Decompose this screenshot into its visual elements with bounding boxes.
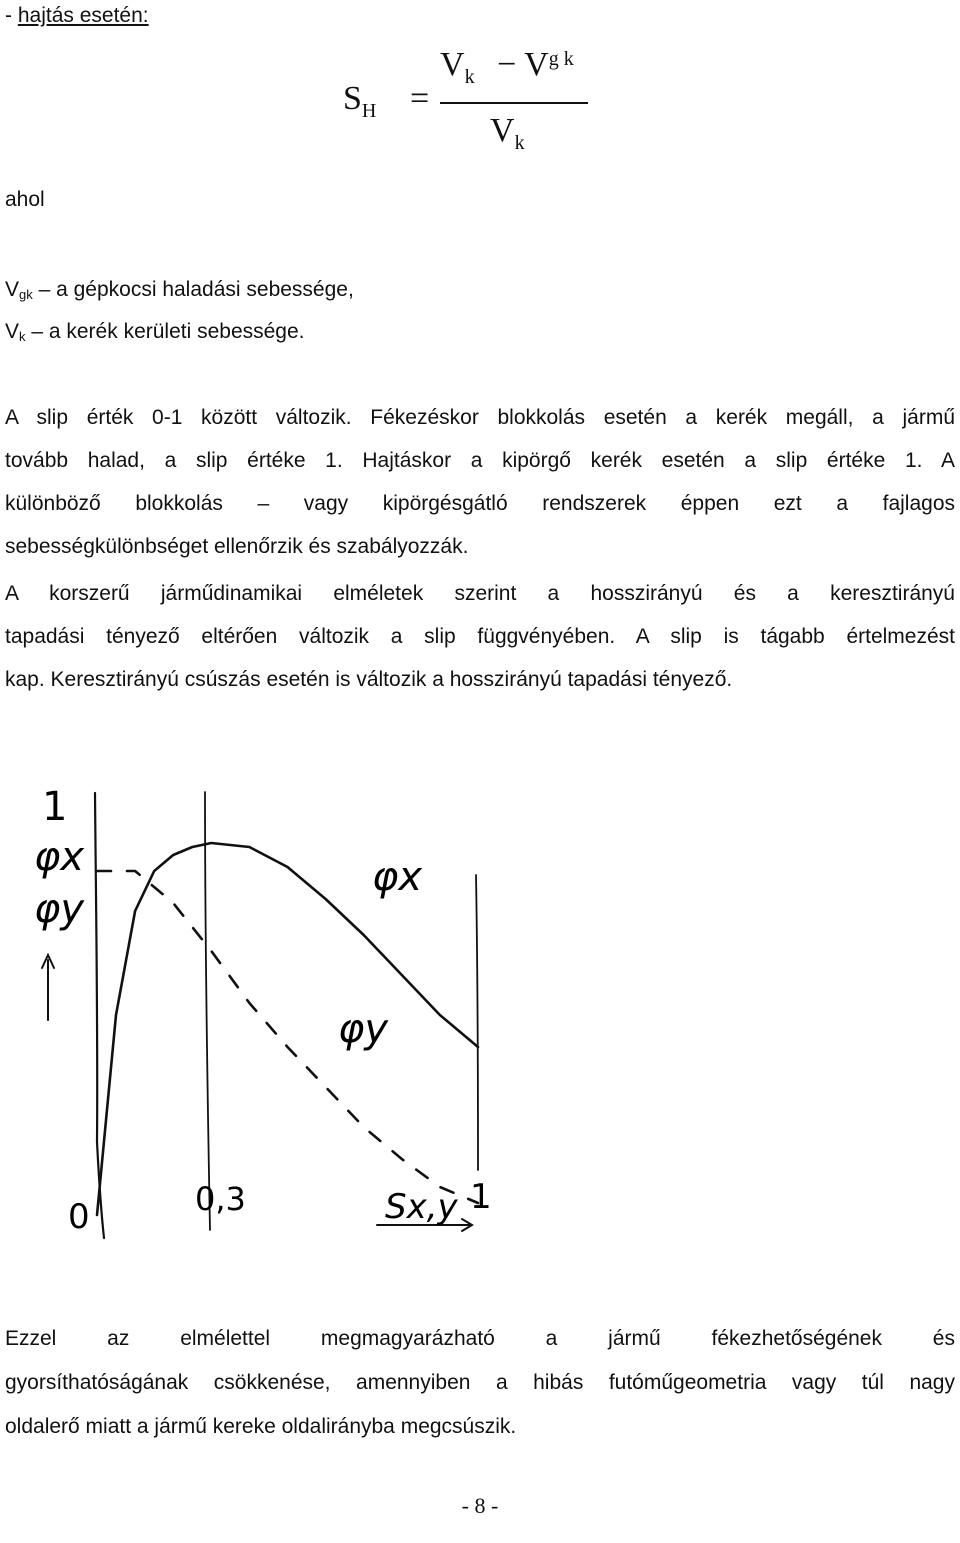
formula-lhs: [343, 80, 376, 123]
paragraph-theory: [5, 580, 955, 694]
definition-text: – a kerék kerületi sebessége.: [25, 320, 305, 343]
y-label-phi-x: φx: [34, 834, 85, 880]
paragraph-line: különböző blokkolás – vagy kipörgésgátló rendszerek éppen ezt a fajlagos: [5, 492, 955, 515]
x-axis-label: Sx,y: [385, 1187, 458, 1227]
definition-vk: [5, 318, 305, 351]
definition-symbol: V: [5, 320, 20, 343]
paragraph-line: gyorsíthatóságának csökkenése, amennyiben a hibás futóműgeometria vagy túl nagy: [5, 1371, 955, 1394]
y-top-label: 1: [42, 784, 68, 830]
fraction-bar: [440, 102, 588, 104]
paragraph-line: kap. Keresztirányú csúszás esetén is változik a hosszirányú tapadási tényező.: [5, 668, 733, 691]
x-origin-label: 0: [68, 1197, 90, 1237]
series-line-phi-y: [97, 871, 478, 1203]
y-axis-line: [95, 793, 104, 1238]
formula-den-sub: k: [514, 132, 525, 154]
definition-vgk: [5, 276, 354, 309]
paragraph-slip: [5, 404, 955, 561]
paragraph-line: A korszerű járműdinamikai elméletek szerint a hosszirányú és a keresztirányú: [5, 582, 955, 605]
ahol-label: ahol: [5, 188, 45, 211]
formula-num-b-sub: g k: [548, 48, 574, 70]
formula-lhs-symbol: S: [343, 80, 362, 117]
paragraph-line: tovább halad, a slip értéke 1. Hajtáskor a kipörgő kerék esetén a slip értéke 1. A: [5, 449, 955, 472]
slip-formula: [0, 0, 960, 180]
paragraph-line: tapadási tényező eltérően változik a slip függvényében. A slip is tágabb értelmezést: [5, 625, 955, 648]
slip-adhesion-chart: [0, 770, 960, 1270]
paragraph-line: A slip érték 0-1 között változik. Fékezéskor blokkolás esetén a kerék megáll, a jármű: [5, 406, 955, 429]
x-end-label: 1: [470, 1177, 492, 1217]
paragraph-line: Ezzel az elmélettel megmagyarázható a jármű fékezhetőségének és: [5, 1327, 955, 1350]
definition-text: – a gépkocsi haladási sebessége,: [32, 278, 354, 301]
definition-symbol: V: [5, 278, 20, 301]
formula-num-a-sub: k: [464, 66, 475, 88]
series-label-phi-x: φx: [372, 854, 423, 900]
x-mark-label: 0,3: [195, 1180, 246, 1218]
formula-num-a: V: [440, 46, 465, 83]
paragraph-conclusion: [5, 1325, 955, 1441]
definition-sub: k: [19, 329, 26, 344]
y-label-phi-y: φy: [34, 886, 85, 932]
formula-numerator: [440, 46, 574, 89]
paragraph-line: oldalerő miatt a jármű kereke oldalirányba megcsúszik.: [5, 1415, 517, 1438]
right-border-line: [476, 875, 478, 1170]
series-label-phi-y: φy: [338, 1006, 389, 1052]
heading-dash: -: [5, 4, 12, 27]
formula-minus: −: [497, 46, 517, 83]
formula-denominator: [490, 112, 525, 155]
page-number: - 8 -: [461, 1493, 499, 1518]
heading-text: hajtás esetén:: [17, 4, 149, 27]
x-03-gridline: [205, 792, 210, 1230]
formula-den: V: [490, 112, 515, 149]
paragraph-line: sebességkülönbséget ellenőrzik és szabályozzák.: [5, 535, 469, 558]
formula-lhs-sub: H: [361, 100, 377, 122]
definition-sub: gk: [19, 287, 33, 302]
formula-equals: =: [410, 80, 430, 117]
formula-num-b: V: [524, 46, 549, 83]
